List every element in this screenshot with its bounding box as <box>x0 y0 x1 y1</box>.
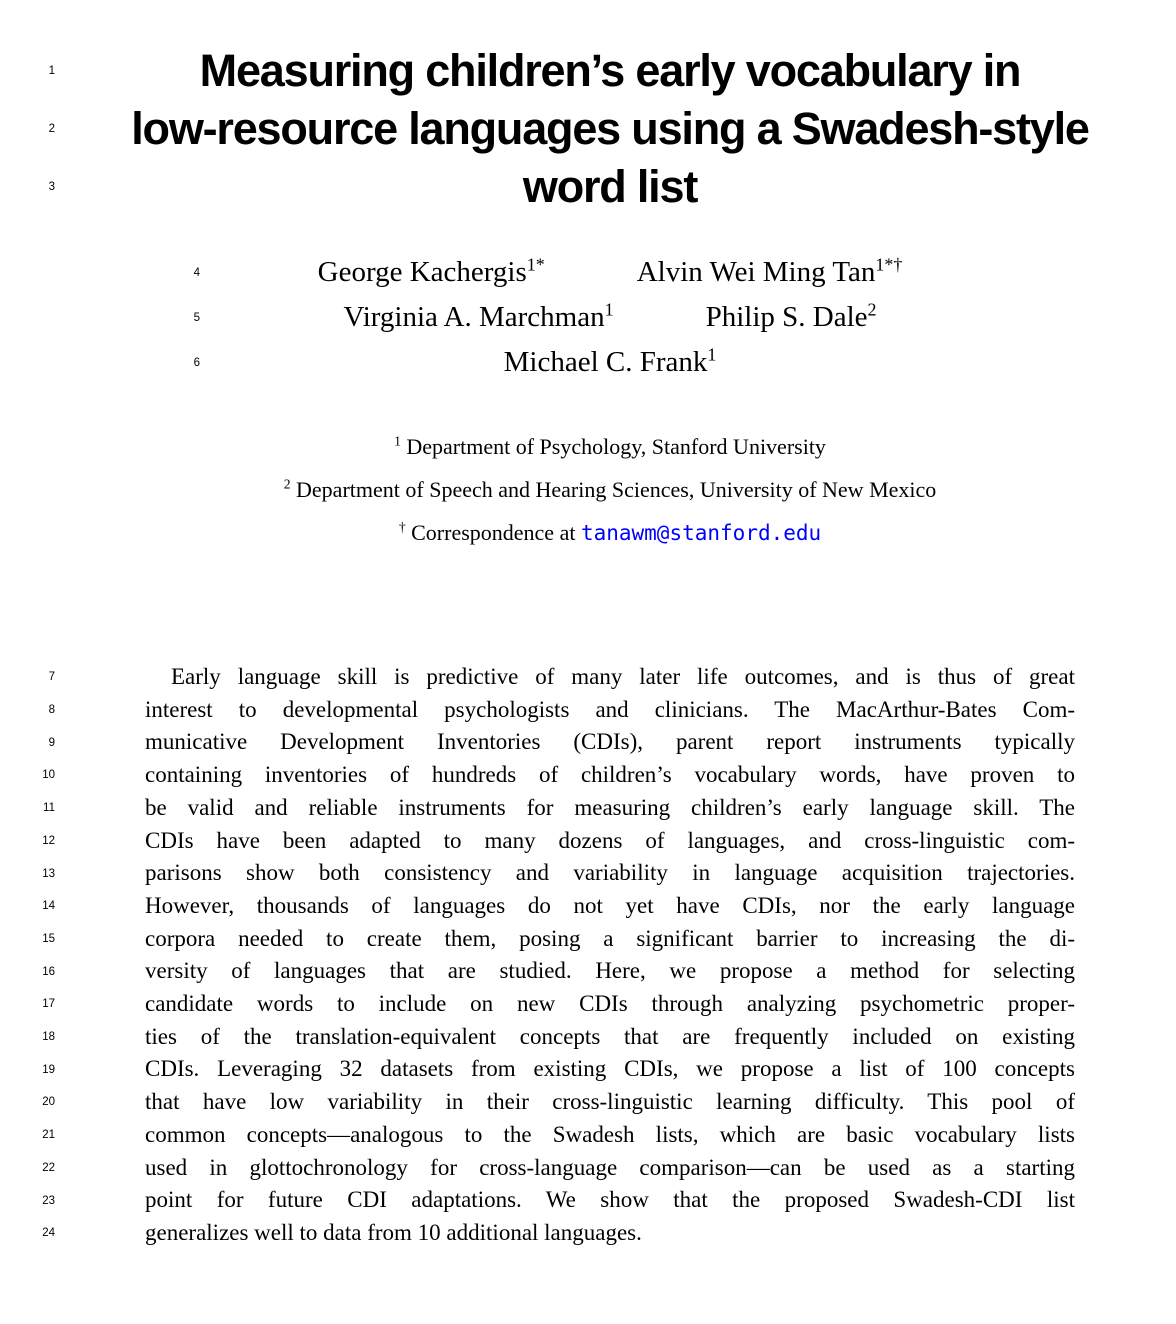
abstract-line: ties of the translation-equivalent concepts that are frequently included on existing <box>145 1023 1075 1049</box>
author-affiliation-marker: 1*† <box>875 254 903 275</box>
line-number: 1 <box>48 65 55 77</box>
affiliations-block <box>145 425 1075 555</box>
author-name-text: Virginia A. Marchman <box>343 301 605 333</box>
abstract-line: common concepts—analogous to the Swadesh lists, which are basic vocabulary lists <box>145 1121 1075 1147</box>
line-number: 9 <box>48 736 55 749</box>
author-alvin-tan <box>637 250 903 295</box>
line-number: 11 <box>43 802 55 815</box>
affiliation-marker: 2 <box>283 476 291 492</box>
line-number: 8 <box>48 704 55 717</box>
abstract-line: candidate words to include on new CDIs through analyzing psychometric proper- <box>145 991 1075 1017</box>
authors-block <box>145 250 1075 385</box>
abstract-line: CDIs have been adapted to many dozens of languages, and cross-linguistic com- <box>145 827 1075 853</box>
abstract-line-row <box>0 955 1176 988</box>
abstract-line: interest to developmental psychologists and clinicians. The MacArthur-Bates Com- <box>145 696 1075 722</box>
title-row <box>0 100 1176 158</box>
author-row <box>145 340 1075 385</box>
abstract-line-row <box>0 1021 1176 1054</box>
author-affiliation-marker: 2 <box>867 299 877 320</box>
affiliation-psychology-stanford <box>145 425 1075 468</box>
author-affiliation-marker: 1 <box>707 344 717 365</box>
line-number: 24 <box>42 1227 55 1240</box>
abstract-line: parisons show both consistency and variability in language acquisition trajectories. <box>145 860 1075 886</box>
line-number: 3 <box>48 181 55 193</box>
line-number: 23 <box>42 1194 55 1207</box>
author-name-text: Michael C. Frank <box>503 346 708 378</box>
paper-title-line-2: low-resource languages using a Swadesh-style <box>131 103 1089 154</box>
abstract-line-row <box>0 759 1176 792</box>
line-number: 20 <box>42 1096 55 1109</box>
affiliation-marker: 1 <box>394 433 401 449</box>
abstract-line: generalizes well to data from 10 additional languages. <box>145 1219 642 1245</box>
abstract-line-row <box>0 1152 1176 1185</box>
line-number: 13 <box>42 867 55 880</box>
title-row <box>0 158 1176 216</box>
correspondence-dagger-marker: † <box>398 519 406 535</box>
line-number: 18 <box>42 1031 55 1044</box>
abstract-line-row <box>0 1053 1176 1086</box>
line-number: 14 <box>42 900 55 913</box>
author-philip-dale <box>706 295 877 340</box>
line-number: 16 <box>42 965 55 978</box>
abstract-line: be valid and reliable instruments for measuring children’s early language skill. The <box>145 794 1075 820</box>
abstract-line-row <box>0 988 1176 1021</box>
author-name-text: George Kachergis <box>317 256 527 288</box>
abstract-line-row <box>0 726 1176 759</box>
correspondence-text: Correspondence at <box>411 520 576 545</box>
abstract-line-row <box>0 1184 1176 1217</box>
line-number: 17 <box>42 998 55 1011</box>
abstract-line-row <box>0 923 1176 956</box>
author-name-text: Philip S. Dale <box>705 301 868 333</box>
author-george-kachergis <box>318 250 545 295</box>
abstract-line: Early language skill is predictive of many later life outcomes, and is thus of great <box>171 664 1075 689</box>
author-michael-frank <box>504 340 717 385</box>
abstract-line-row <box>0 890 1176 923</box>
abstract-line-row <box>0 1119 1176 1152</box>
abstract-line: corpora needed to create them, posing a significant barrier to increasing the di- <box>145 925 1075 951</box>
abstract-line-row <box>0 1217 1176 1250</box>
abstract-line: that have low variability in their cross-linguistic learning difficulty. This pool of <box>145 1089 1075 1115</box>
abstract-line: containing inventories of hundreds of children’s vocabulary words, have proven to <box>145 762 1075 788</box>
abstract-line: used in glottochronology for cross-language comparison—can be used as a starting <box>145 1154 1075 1180</box>
line-number: 2 <box>48 123 55 135</box>
author-row <box>145 250 1075 295</box>
abstract-block <box>0 661 1176 1250</box>
abstract-line-row <box>0 694 1176 727</box>
author-virginia-marchman <box>344 295 614 340</box>
correspondence-line <box>145 511 1075 555</box>
line-number: 15 <box>42 932 55 945</box>
author-affiliation-marker: 1* <box>526 254 545 275</box>
abstract-line-row <box>0 661 1176 694</box>
abstract-line-row <box>0 825 1176 858</box>
correspondence-email-link[interactable]: tanawm@stanford.edu <box>580 521 822 545</box>
affiliation-speech-hearing-unm <box>145 468 1075 511</box>
line-number: 10 <box>42 769 55 782</box>
affiliation-text: Department of Speech and Hearing Sciences, University of New Mexico <box>296 477 937 502</box>
title-row <box>0 42 1176 100</box>
line-number: 21 <box>42 1129 55 1142</box>
paper-title-line-1: Measuring children’s early vocabulary in <box>199 45 1021 96</box>
abstract-line: versity of languages that are studied. Here, we propose a method for selecting <box>145 958 1075 984</box>
line-number: 22 <box>42 1161 55 1174</box>
line-number: 19 <box>42 1063 55 1076</box>
author-name-text: Alvin Wei Ming Tan <box>636 256 876 288</box>
abstract-line-row <box>0 792 1176 825</box>
abstract-line-row <box>0 857 1176 890</box>
abstract-line: However, thousands of languages do not yet have CDIs, nor the early language <box>145 892 1075 918</box>
paper-title-line-3: word list <box>522 161 698 212</box>
author-row <box>145 295 1075 340</box>
affiliation-text: Department of Psychology, Stanford University <box>406 434 826 459</box>
line-number: 6 <box>193 356 200 369</box>
author-affiliation-marker: 1 <box>604 299 614 320</box>
abstract-line: municative Development Inventories (CDIs), parent report instruments typically <box>145 729 1075 755</box>
line-number: 7 <box>48 671 55 684</box>
line-number: 5 <box>193 311 200 324</box>
line-number: 12 <box>42 834 55 847</box>
line-number: 4 <box>193 266 200 279</box>
abstract-line: point for future CDI adaptations. We show that the proposed Swadesh-CDI list <box>145 1187 1075 1213</box>
abstract-line-row <box>0 1086 1176 1119</box>
abstract-line: CDIs. Leveraging 32 datasets from existing CDIs, we propose a list of 100 concepts <box>145 1056 1075 1082</box>
